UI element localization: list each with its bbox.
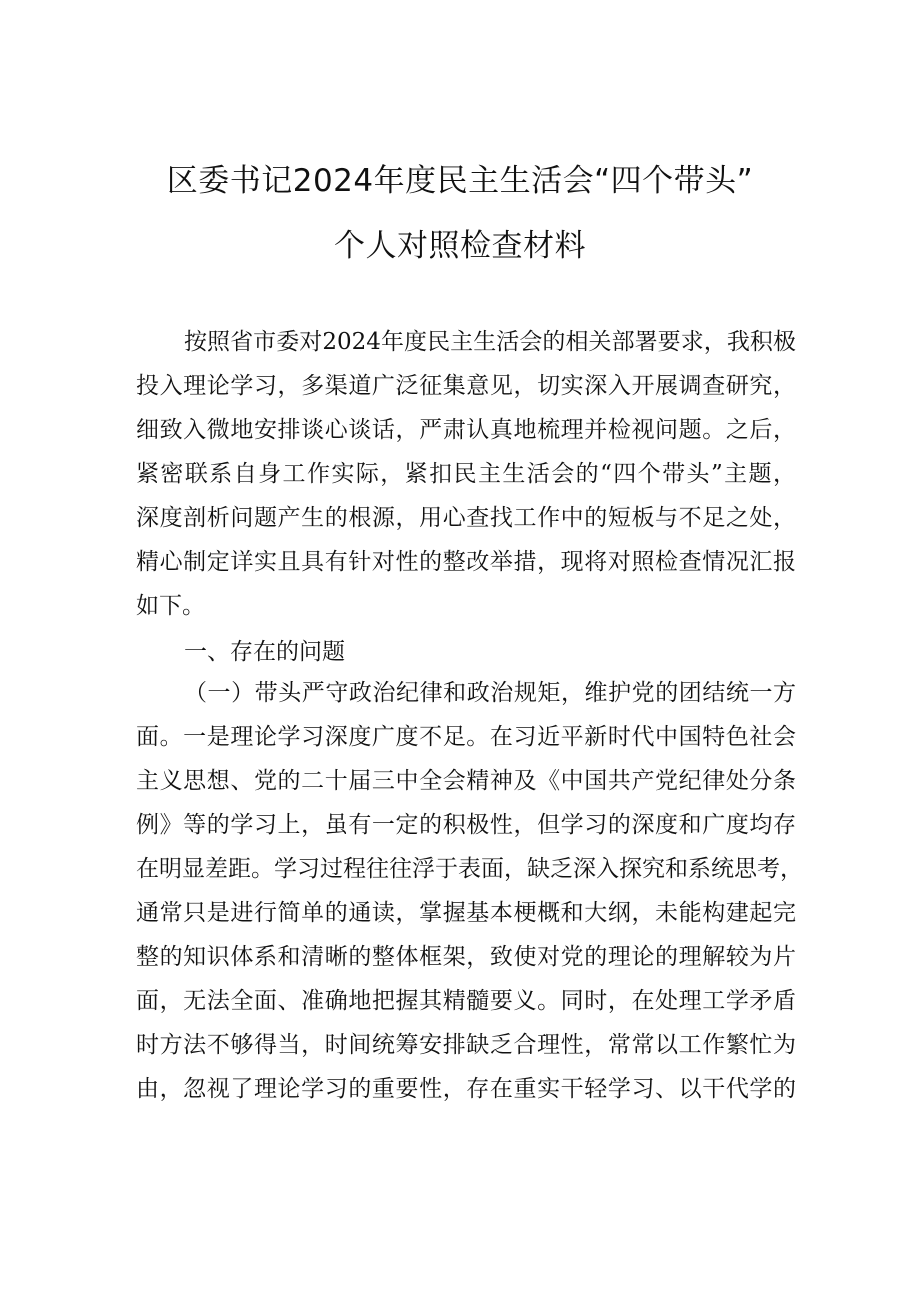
paragraph-line: 通常只是进行简单的通读，掌握基本梗概和大纲，未能构建起完 xyxy=(136,900,796,926)
paragraph-line: 紧密联系自身工作实际，紧扣民主生活会的“四个带头”主题， xyxy=(136,461,796,487)
paragraph-line: 如下。 xyxy=(136,593,205,619)
paragraph-line: （一）带头严守政治纪律和政治规矩，维护党的团结统一方 xyxy=(184,680,796,706)
paragraph-line: 在明显差距。学习过程往往浮于表面，缺乏深入探究和系统思考， xyxy=(136,856,803,882)
paragraph-line: 细致入微地安排谈心谈话，严肃认真地梳理并检视问题。之后， xyxy=(136,417,796,443)
paragraph-line: 投入理论学习，多渠道广泛征集意见，切实深入开展调查研究， xyxy=(136,373,796,399)
paragraph-line: 深度剖析问题产生的根源，用心查找工作中的短板与不足之处， xyxy=(136,505,796,531)
paragraph-line: 精心制定详实且具有针对性的整改举措，现将对照检查情况汇报 xyxy=(136,549,796,575)
paragraph-line: 主义思想、党的二十届三中全会精神及《中国共产党纪律处分条 xyxy=(136,768,796,794)
document-title-line-2: 个人对照检查材料 xyxy=(334,228,586,264)
paragraph-line: 时方法不够得当，时间统筹安排缺乏合理性，常常以工作繁忙为 xyxy=(136,1032,796,1058)
paragraph-line: 面，无法全面、准确地把握其精髓要义。同时，在处理工学矛盾 xyxy=(136,988,796,1014)
paragraph-line: 由，忽视了理论学习的重要性，存在重实干轻学习、以干代学的 xyxy=(136,1076,796,1102)
paragraph-line: 按照省市委对2024年度民主生活会的相关部署要求，我积极 xyxy=(184,329,796,355)
paragraph-line: 面。一是理论学习深度广度不足。在习近平新时代中国特色社会 xyxy=(136,724,796,750)
paragraph-line: 整的知识体系和清晰的整体框架，致使对党的理论的理解较为片 xyxy=(136,944,796,970)
document-title-line-1: 区委书记2024年度民主生活会“四个带头” xyxy=(166,163,754,199)
paragraph-line: 例》等的学习上，虽有一定的积极性，但学习的深度和广度均存 xyxy=(136,812,796,838)
section-heading: 一、存在的问题 xyxy=(184,639,345,665)
